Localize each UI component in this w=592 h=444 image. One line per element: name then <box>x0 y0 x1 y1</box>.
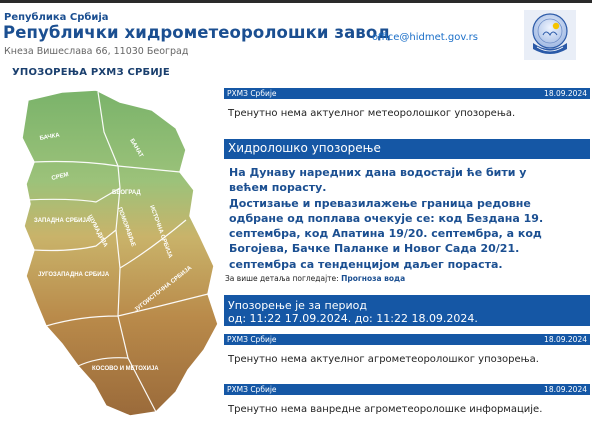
emergency-header-bar <box>224 384 590 395</box>
region-label: БЕОГРАД <box>112 190 141 196</box>
region-label: ПОМОРАВЉЕ <box>116 206 136 248</box>
address: Кнеза Вишеслава 66, 11030 Београд <box>4 46 189 57</box>
emergency-date: 18.09.2024 <box>544 385 587 394</box>
hydro-heading: Хидролошко упозорење <box>224 139 590 159</box>
serbia-map <box>0 80 224 442</box>
agro-source: РХМЗ Србије <box>227 335 277 344</box>
period-title: Упозорење је за период <box>228 299 367 312</box>
hydro-line: одбране од поплава очекује се: код Бездана 19. <box>229 211 544 225</box>
hydro-line: Богојева, Бачке Паланке и Новог Сада 20/21. <box>229 242 520 256</box>
meteo-date: 18.09.2024 <box>544 89 587 98</box>
region-label: ЈУГОЗАПАДНА СРБИЈА <box>38 272 110 278</box>
meteo-text: Тренутно нема актуелног метеоролошког упозорења. <box>228 108 516 119</box>
hydro-text <box>224 159 590 274</box>
institute-title[interactable]: Републички хидрометеоролошки завод <box>3 23 391 42</box>
agro-date: 18.09.2024 <box>544 335 587 344</box>
meteo-source: РХМЗ Србије <box>227 89 277 98</box>
agro-warning-panel <box>224 334 590 374</box>
meteo-header-bar <box>224 88 590 99</box>
emergency-source: РХМЗ Србије <box>227 385 277 394</box>
site-header <box>0 3 592 61</box>
region-label: ЈУГОИСТОЧНА СРБИЈА <box>133 265 194 314</box>
section-title: УПОЗОРЕЊА РХМЗ СРБИЈЕ <box>12 67 170 78</box>
more-details <box>224 274 590 283</box>
region-label: ЗАПАДНА СРБИЈА <box>34 218 91 224</box>
water-forecast-link[interactable]: Прогноза вода <box>341 274 406 284</box>
hydro-line: већем порасту. <box>229 181 327 195</box>
more-prefix: За више детаља погледајте: <box>225 274 339 284</box>
emergency-agro-panel <box>224 384 590 424</box>
hydro-line: септембра, код Апатина 19/20. септембра, а код <box>229 227 542 241</box>
region-label: КОСОВО И МЕТОХИЈА <box>92 366 159 372</box>
agro-header-bar <box>224 334 590 345</box>
meteo-warning-panel <box>224 88 590 128</box>
warning-period-box <box>224 295 590 326</box>
republic-label: Република Србија <box>4 12 109 23</box>
hydro-line: На Дунаву наредних дана водостаји ће бити у <box>229 166 527 179</box>
hydro-line: Достизање и превазилажење граница редовне <box>229 196 531 210</box>
region-label: БАЧКА <box>39 132 61 142</box>
warning-period <box>224 295 590 326</box>
region-label: ШУМАДИЈА <box>86 214 109 249</box>
hydro-warning-panel <box>224 139 590 283</box>
agro-text: Тренутно нема актуелног агрометеоролошког упозорења. <box>228 354 539 365</box>
hydro-line: септембра са тенденцијом даљег пораста. <box>229 257 503 271</box>
region-label: ИСТОЧНА СРБИЈА <box>148 204 173 260</box>
rhmz-logo-icon[interactable] <box>523 9 577 61</box>
emergency-text: Тренутно нема ванредне агрометеоролошке информације. <box>228 404 543 415</box>
region-label: СРЕМ <box>51 171 70 182</box>
period-range: од: 11:22 17.09.2024. до: 11:22 18.09.2024. <box>228 312 478 325</box>
region-label: БАНАТ <box>128 138 144 159</box>
email-link[interactable]: office@hidmet.gov.rs <box>372 32 479 43</box>
